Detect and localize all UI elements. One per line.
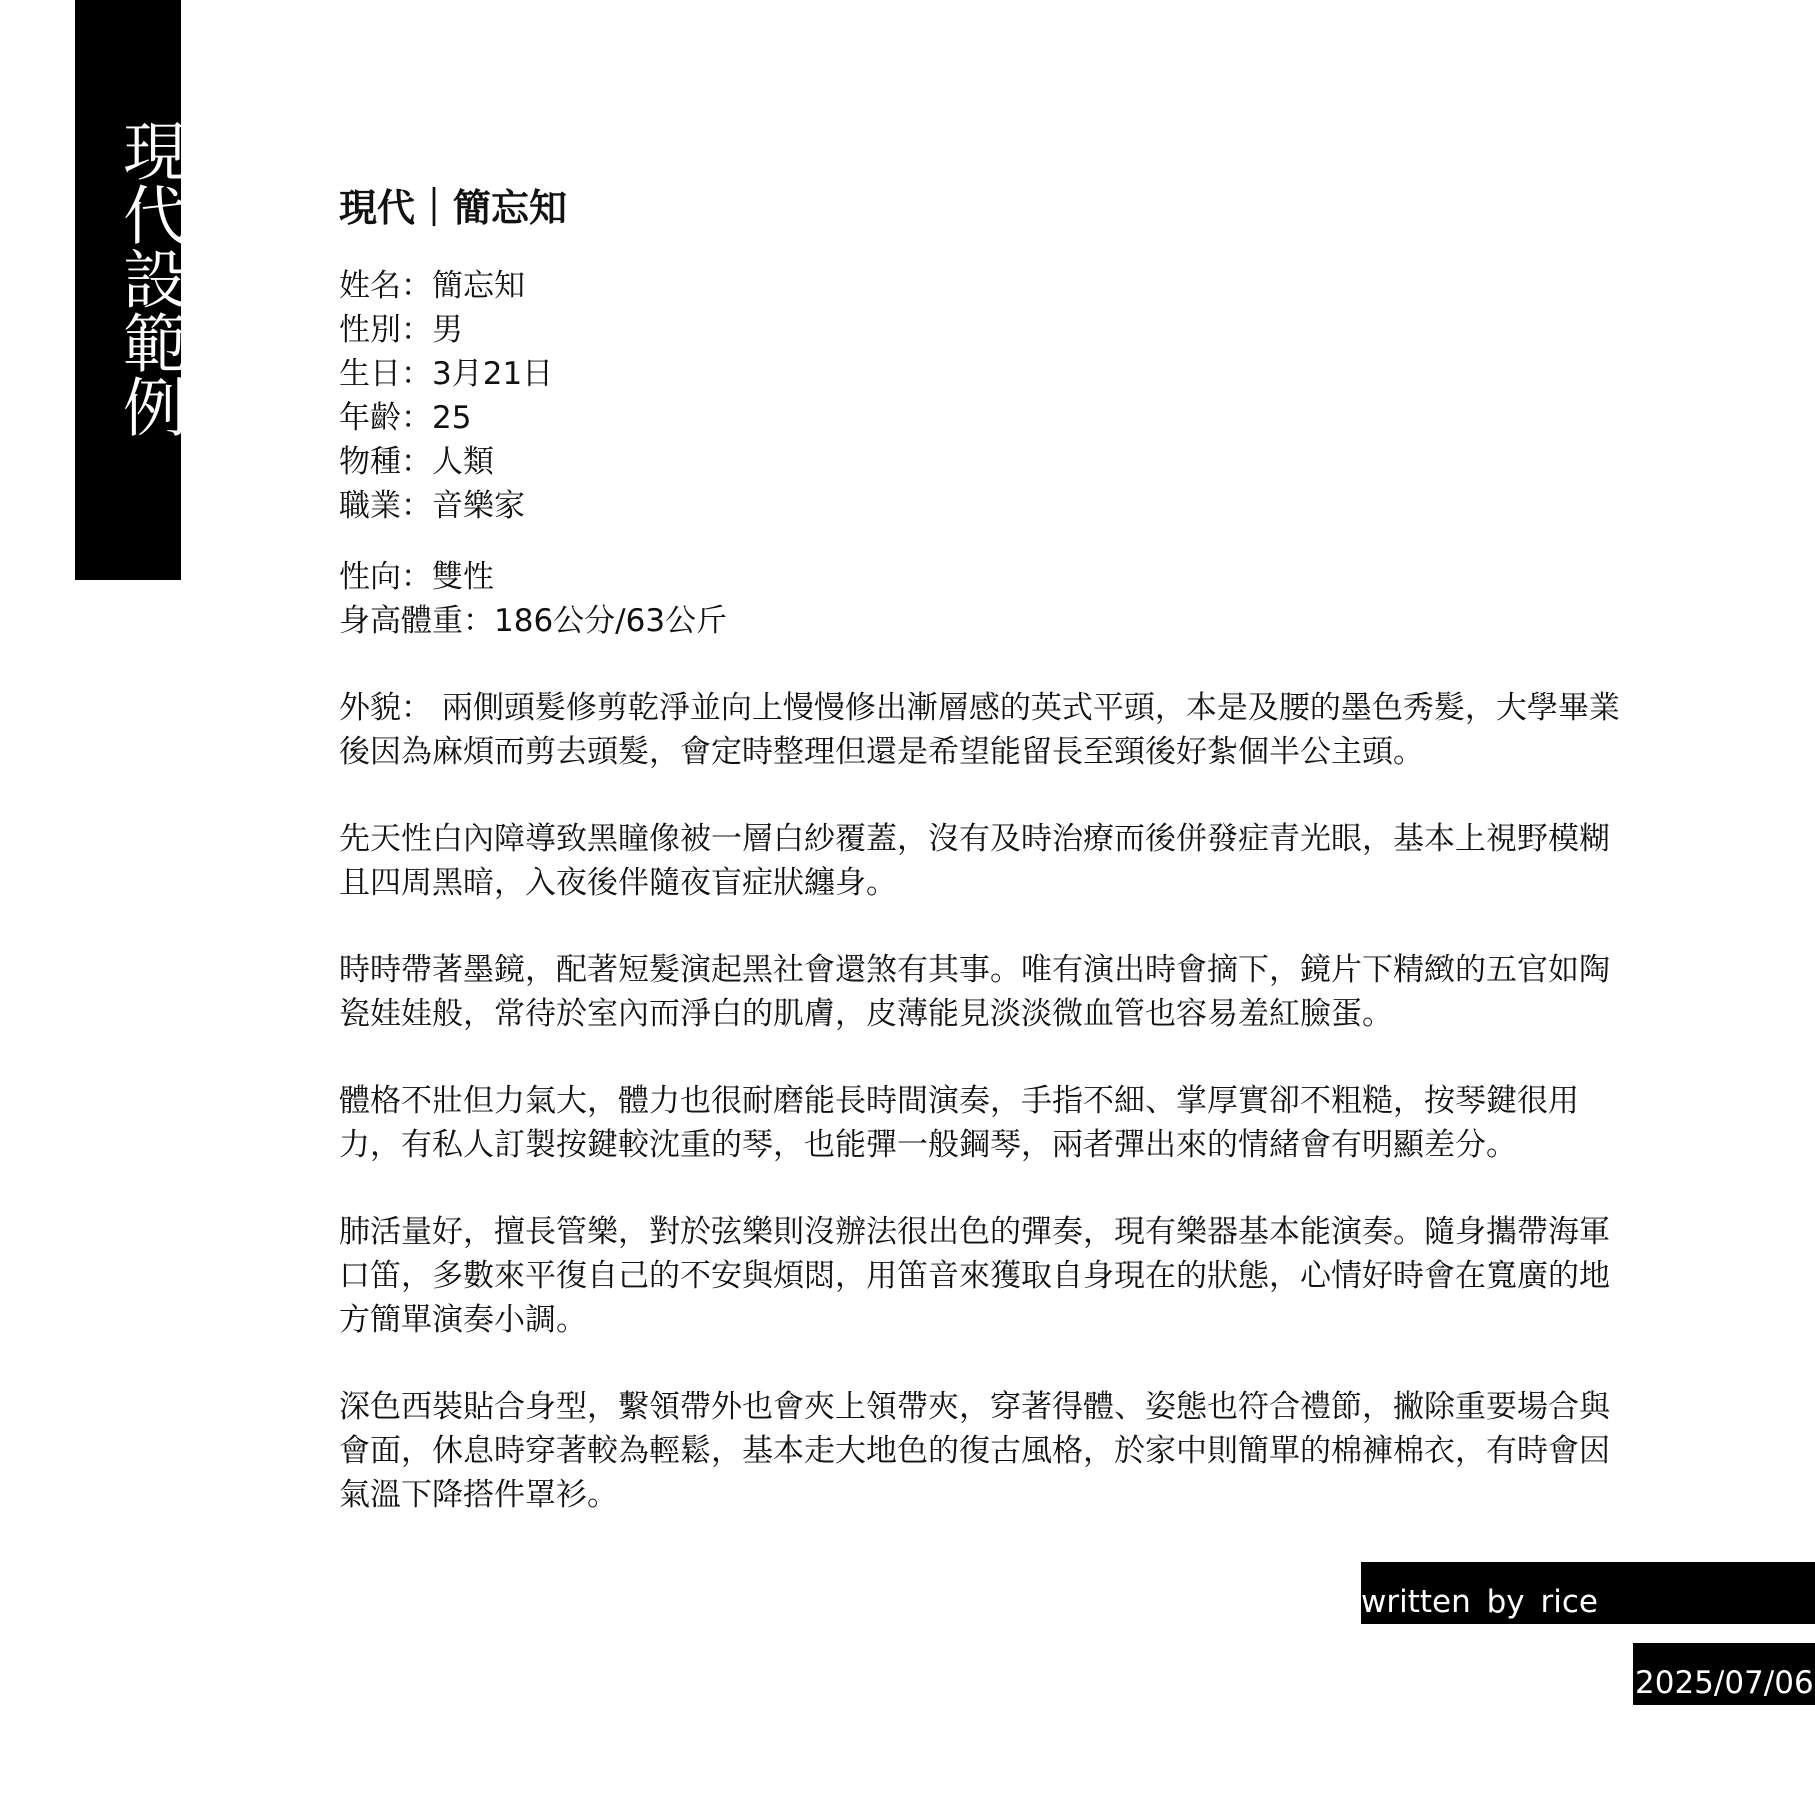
document-content xyxy=(339,180,1639,1517)
profile-info-list xyxy=(339,264,1639,528)
paragraph-physique: 體格不壯但力氣大，體力也很耐磨能長時間演奏，手指不細、掌厚實卻不粗糙，按琴鍵很用力，有私人訂製按鍵較沈重的琴，也能彈一般鋼琴，兩者彈出來的情緒會有明顯差分。 xyxy=(339,1083,1579,1163)
info-orientation: 性向：雙性 xyxy=(339,559,494,595)
info-age: 年齡：25 xyxy=(339,400,472,436)
credit-bar xyxy=(1361,1562,1815,1624)
date-text: 2025/07/06 xyxy=(1635,1665,1814,1701)
info-species: 物種：人類 xyxy=(339,444,494,480)
paragraph-instruments: 肺活量好，擅長管樂，對於弦樂則沒辦法很出色的彈奏，現有樂器基本能演奏。隨身攜帶海軍口笛，多數來平復自己的不安與煩悶，用笛音來獲取自身現在的狀態，心情好時會在寬廣的地方簡單演奏小調。 xyxy=(339,1214,1610,1338)
credit-text: written by rice xyxy=(1361,1584,1598,1620)
paragraph-clothing: 深色西裝貼合身型，繫領帶外也會夾上領帶夾，穿著得體、姿態也符合禮節，撇除重要場合與會面，休息時穿著較為輕鬆，基本走大地色的復古風格，於家中則簡單的棉褲棉衣，有時會因氣溫下降搭件罩衫。 xyxy=(339,1389,1610,1513)
info-birthday: 生日：3月21日 xyxy=(339,356,554,392)
profile-extra-list xyxy=(339,555,1639,643)
paragraph-sunglasses: 時時帶著墨鏡，配著短髮演起黑社會還煞有其事。唯有演出時會摘下，鏡片下精緻的五官如陶瓷娃娃般，常待於室內而淨白的肌膚，皮薄能見淡淡微血管也容易羞紅臉蛋。 xyxy=(339,952,1610,1032)
info-gender: 性別：男 xyxy=(339,312,463,348)
paragraph-appearance: 外貌： 兩側頭髮修剪乾淨並向上慢慢修出漸層感的英式平頭，本是及腰的墨色秀髮，大學畢業後因為麻煩而剪去頭髮，會定時整理但還是希望能留長至頸後好紮個半公主頭。 xyxy=(339,690,1620,770)
date-bar xyxy=(1633,1643,1815,1705)
side-banner xyxy=(75,0,186,580)
info-height-weight: 身高體重：186公分/63公斤 xyxy=(339,603,728,639)
paragraph-eyes: 先天性白內障導致黑瞳像被一層白紗覆蓋，沒有及時治療而後併發症青光眼，基本上視野模糊且四周黑暗，入夜後伴隨夜盲症狀纏身。 xyxy=(339,821,1610,901)
info-name: 姓名：簡忘知 xyxy=(339,268,525,304)
page-title: 現代｜簡忘知 xyxy=(339,186,568,230)
info-occupation: 職業：音樂家 xyxy=(339,488,525,524)
side-banner-title: 現代設範例 xyxy=(112,118,186,438)
